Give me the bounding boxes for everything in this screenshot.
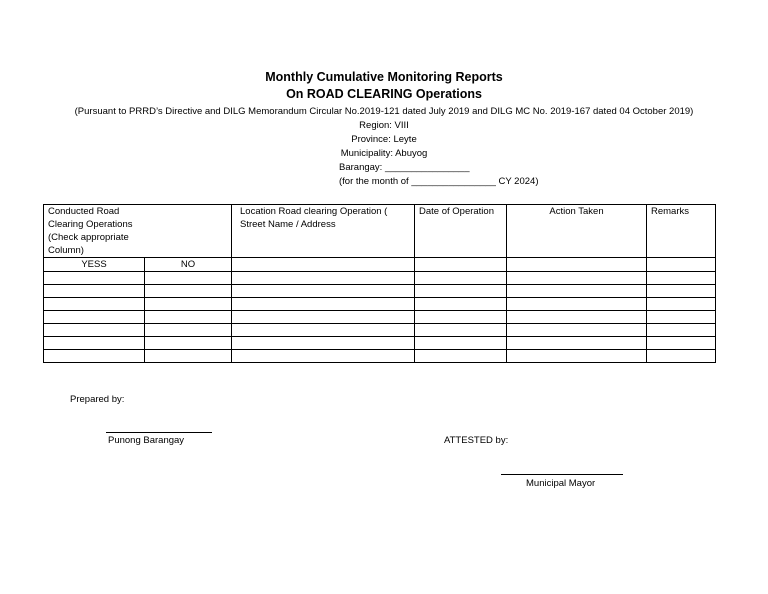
- table-cell[interactable]: [232, 324, 415, 337]
- header-action: Action Taken: [507, 205, 647, 258]
- table-cell[interactable]: [647, 258, 716, 272]
- table-cell[interactable]: [232, 258, 415, 272]
- table-cell[interactable]: [415, 350, 507, 363]
- table-cell[interactable]: [232, 337, 415, 350]
- table-cell[interactable]: [507, 311, 647, 324]
- table-row: [44, 337, 716, 350]
- table-cell[interactable]: [647, 337, 716, 350]
- header-date: Date of Operation: [415, 205, 507, 258]
- region-line: Region: VIII: [359, 120, 409, 131]
- table-cell[interactable]: [507, 337, 647, 350]
- report-title: Monthly Cumulative Monitoring Reports: [265, 70, 503, 84]
- table-cell[interactable]: [232, 311, 415, 324]
- table-cell[interactable]: [507, 298, 647, 311]
- signature-line-barangay: [106, 432, 212, 433]
- attested-by-label: ATTESTED by:: [444, 435, 509, 446]
- table-cell[interactable]: [415, 324, 507, 337]
- table-cell[interactable]: [44, 337, 145, 350]
- table-cell[interactable]: [232, 350, 415, 363]
- subheader-yes: YESS: [44, 258, 145, 272]
- month-field: (for the month of ________________ CY 2024): [339, 176, 539, 187]
- table-row: [44, 298, 716, 311]
- table-cell[interactable]: [415, 285, 507, 298]
- barangay-field: Barangay: ________________: [339, 162, 470, 173]
- table-row: [44, 311, 716, 324]
- table-cell[interactable]: [647, 298, 716, 311]
- table-cell[interactable]: [647, 311, 716, 324]
- table-cell[interactable]: [145, 350, 232, 363]
- province-line: Province: Leyte: [351, 134, 417, 145]
- header-remarks: Remarks: [647, 205, 716, 258]
- table-cell[interactable]: [415, 337, 507, 350]
- table-cell[interactable]: [44, 324, 145, 337]
- table-cell[interactable]: [44, 298, 145, 311]
- table-subheader-row: [44, 258, 716, 272]
- table-cell[interactable]: [44, 350, 145, 363]
- subheader-no: NO: [145, 258, 232, 272]
- table-cell[interactable]: [507, 272, 647, 285]
- table-cell[interactable]: [232, 272, 415, 285]
- signature-line-mayor: [501, 474, 623, 475]
- municipal-mayor-label: Municipal Mayor: [526, 478, 596, 489]
- municipality-line: Municipality: Abuyog: [340, 148, 428, 159]
- table-cell[interactable]: [145, 298, 232, 311]
- table-row: [44, 285, 716, 298]
- table-header-row: [44, 205, 716, 258]
- prepared-by-label: Prepared by:: [70, 394, 125, 405]
- monitoring-table: [43, 204, 716, 363]
- table-row: [44, 272, 716, 285]
- table-cell[interactable]: [647, 285, 716, 298]
- header-location: Location Road clearing Operation ( Street Name / Address: [232, 205, 415, 258]
- report-subtitle: On ROAD CLEARING Operations: [286, 87, 482, 101]
- table-cell[interactable]: [507, 350, 647, 363]
- table-cell[interactable]: [415, 311, 507, 324]
- table-cell[interactable]: [647, 324, 716, 337]
- table-cell[interactable]: [44, 311, 145, 324]
- table-cell[interactable]: [145, 311, 232, 324]
- header-conducted: Conducted Road Clearing Operations (Check appropriate Column): [44, 205, 232, 258]
- table-cell[interactable]: [507, 258, 647, 272]
- table-cell[interactable]: [232, 298, 415, 311]
- table-cell[interactable]: [145, 324, 232, 337]
- punong-barangay-label: Punong Barangay: [108, 435, 185, 446]
- table-cell[interactable]: [415, 272, 507, 285]
- table-cell[interactable]: [145, 272, 232, 285]
- table-cell[interactable]: [44, 285, 145, 298]
- table-cell[interactable]: [232, 285, 415, 298]
- table-cell[interactable]: [145, 285, 232, 298]
- table-cell[interactable]: [44, 272, 145, 285]
- table-row: [44, 324, 716, 337]
- table-cell[interactable]: [415, 298, 507, 311]
- pursuant-note: (Pursuant to PRRD’s Directive and DILG Memorandum Circular No.2019-121 dated July 2019 and DILG MC No. 2019-167 dated 04 October 2019): [74, 106, 694, 117]
- table-cell[interactable]: [647, 350, 716, 363]
- table-cell[interactable]: [415, 258, 507, 272]
- table-cell[interactable]: [145, 337, 232, 350]
- table-cell[interactable]: [647, 272, 716, 285]
- table-cell[interactable]: [507, 324, 647, 337]
- table-row: [44, 350, 716, 363]
- table-cell[interactable]: [507, 285, 647, 298]
